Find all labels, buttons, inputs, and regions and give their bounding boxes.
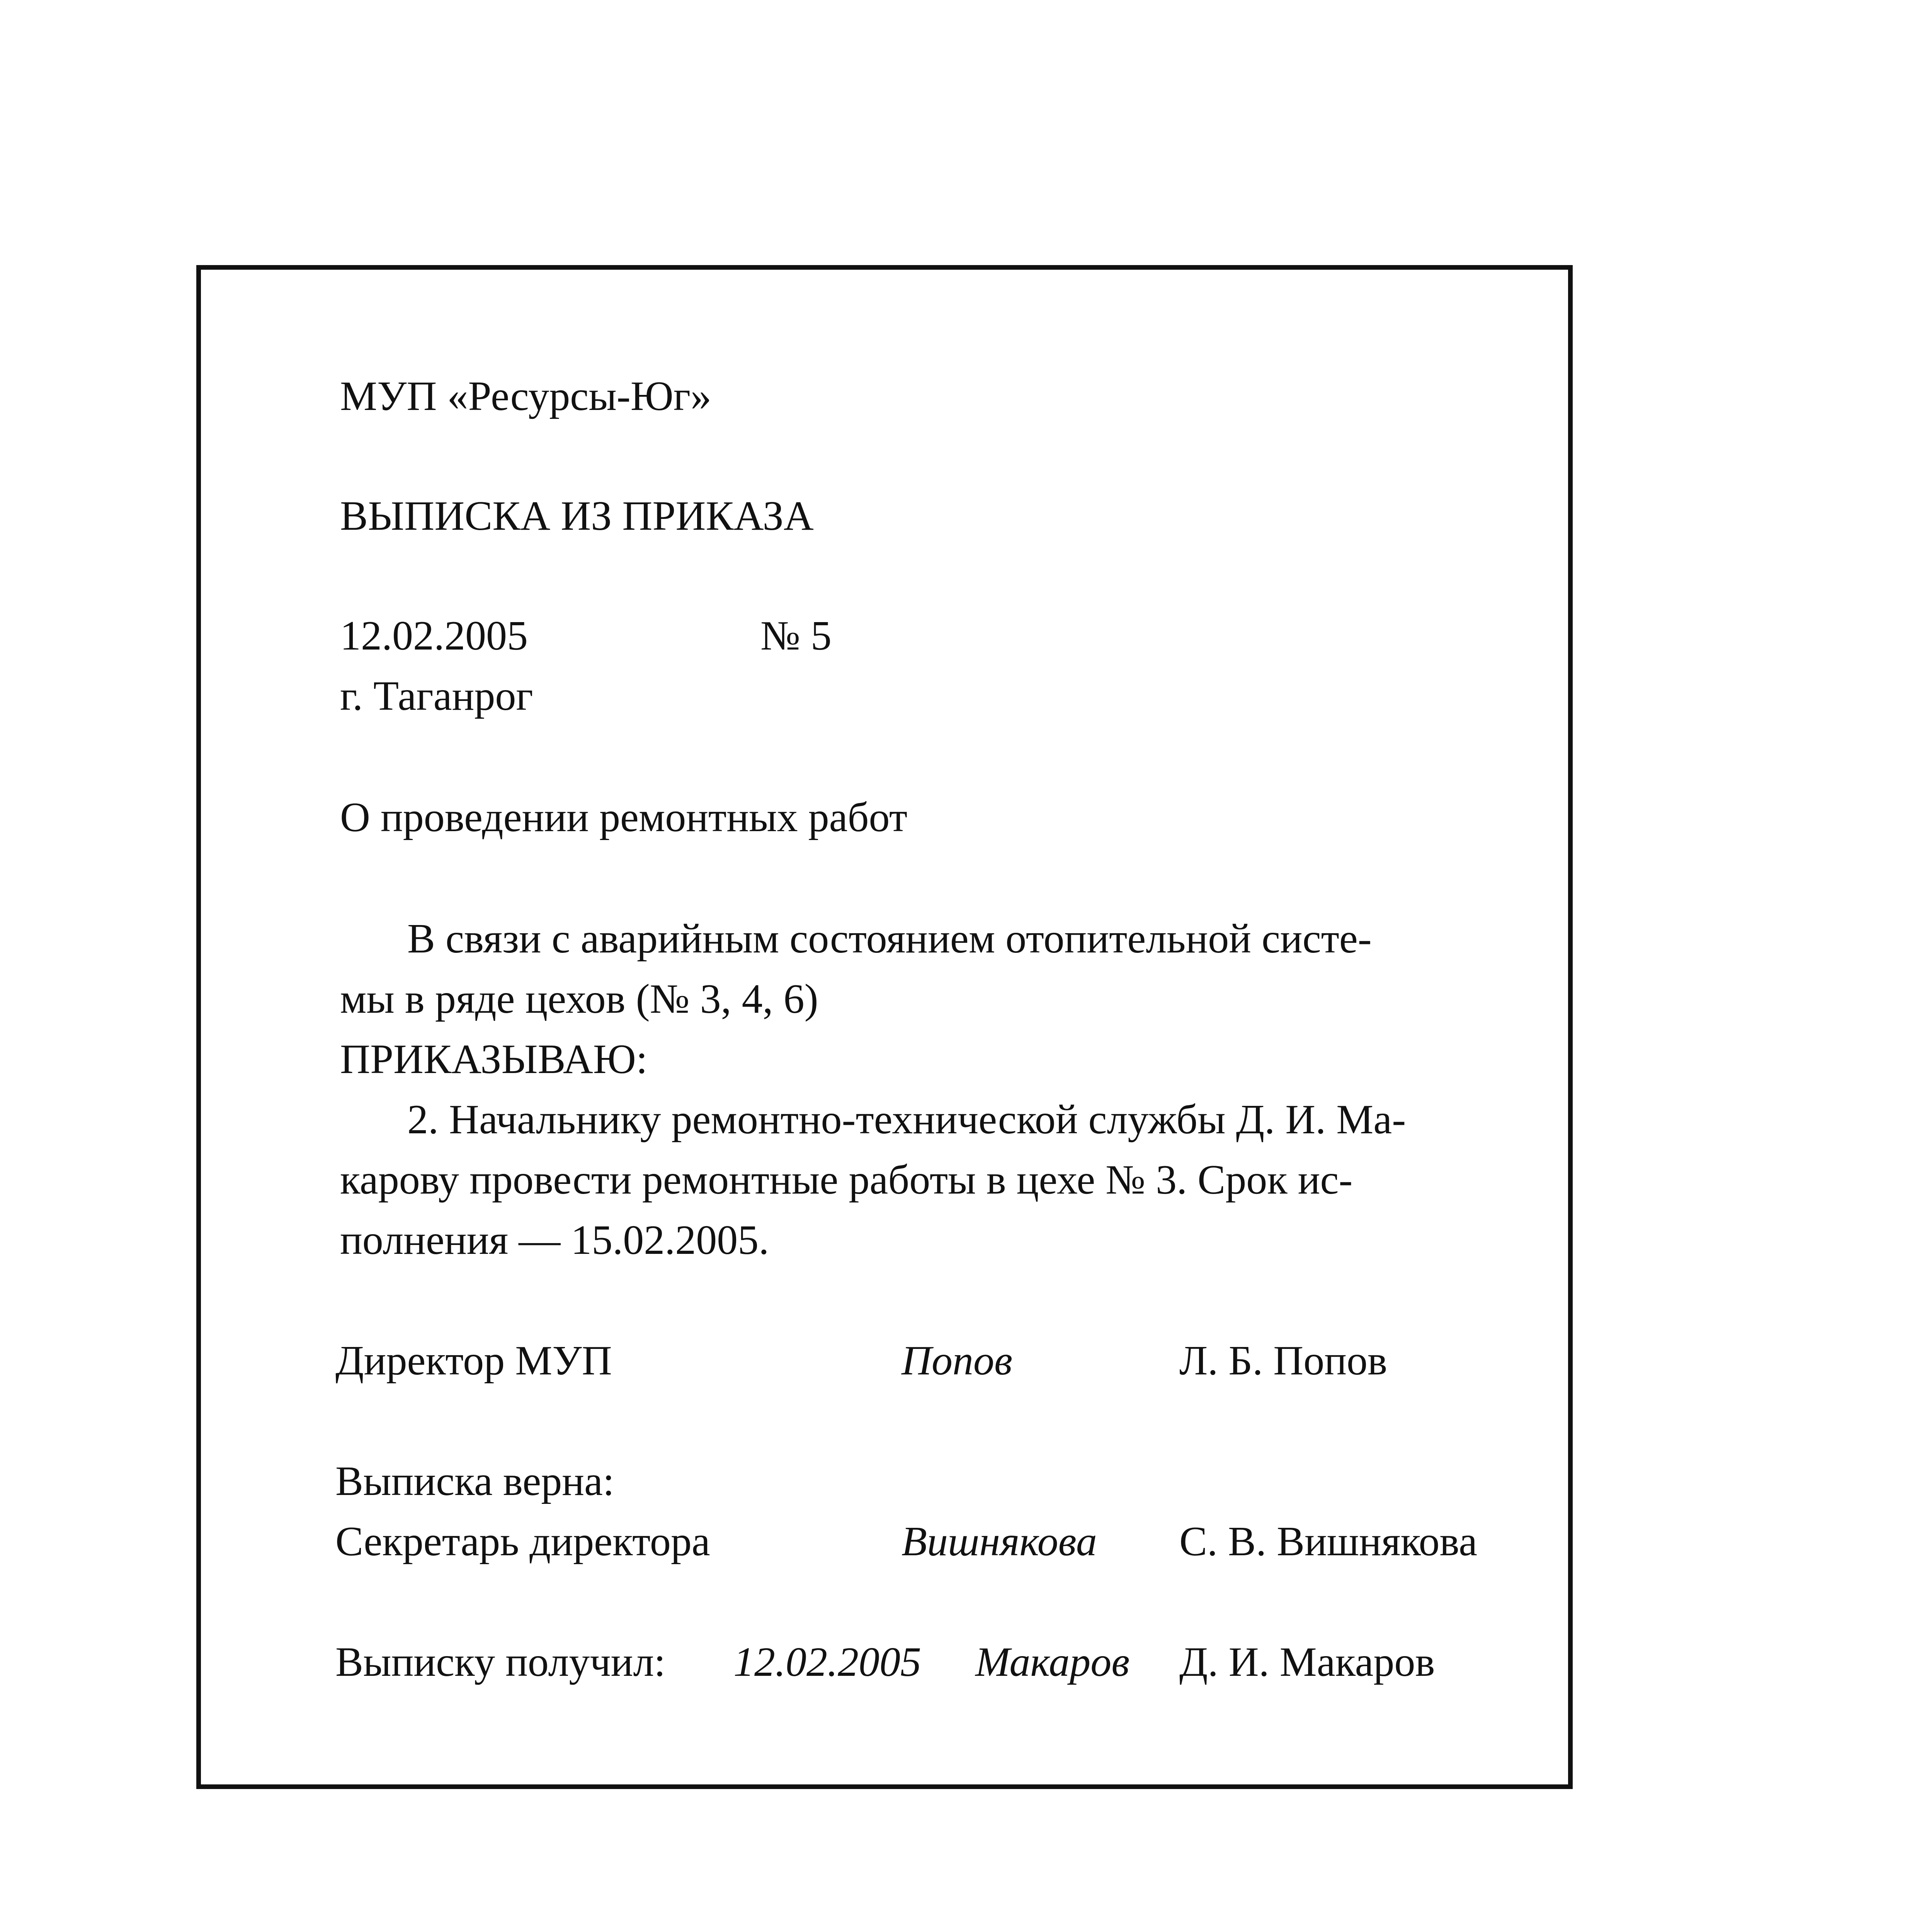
organization-name: МУП «Ресурсы-Юг» xyxy=(340,373,712,419)
secretary-signature: Вишнякова xyxy=(902,1519,1097,1565)
certification-label: Выписка верна: xyxy=(335,1458,614,1504)
director-position: Директор МУП xyxy=(335,1338,612,1384)
preamble-line: мы в ряде цехов (№ 3, 4, 6) xyxy=(340,976,818,1022)
document-subject: О проведении ремонтных работ xyxy=(340,794,908,840)
order-item-line: полнения — 15.02.2005. xyxy=(340,1217,769,1263)
receipt-label: Выписку получил: xyxy=(335,1639,666,1685)
order-item-line: карову провести ремонтные работы в цехе № 3. Срок ис- xyxy=(340,1157,1353,1203)
preamble-line: В связи с аварийным состоянием отопительной систе- xyxy=(407,916,1372,962)
receipt-signature: Макаров xyxy=(975,1639,1130,1685)
receipt-date: 12.02.2005 xyxy=(733,1639,921,1685)
document-place: г. Таганрог xyxy=(340,673,533,719)
order-item-line: 2. Начальнику ремонтно-технической службы Д. И. Ма- xyxy=(407,1097,1406,1143)
secretary-name: С. В. Вишнякова xyxy=(1179,1519,1478,1565)
order-word: ПРИКАЗЫВАЮ: xyxy=(340,1036,648,1082)
director-name: Л. Б. Попов xyxy=(1179,1338,1388,1384)
document-type-title: ВЫПИСКА ИЗ ПРИКАЗА xyxy=(340,493,814,539)
document-date: 12.02.2005 xyxy=(340,613,528,659)
document-number: № 5 xyxy=(760,613,832,659)
secretary-position: Секретарь директора xyxy=(335,1519,710,1565)
director-signature: Попов xyxy=(902,1338,1012,1384)
receipt-name: Д. И. Макаров xyxy=(1179,1639,1435,1685)
